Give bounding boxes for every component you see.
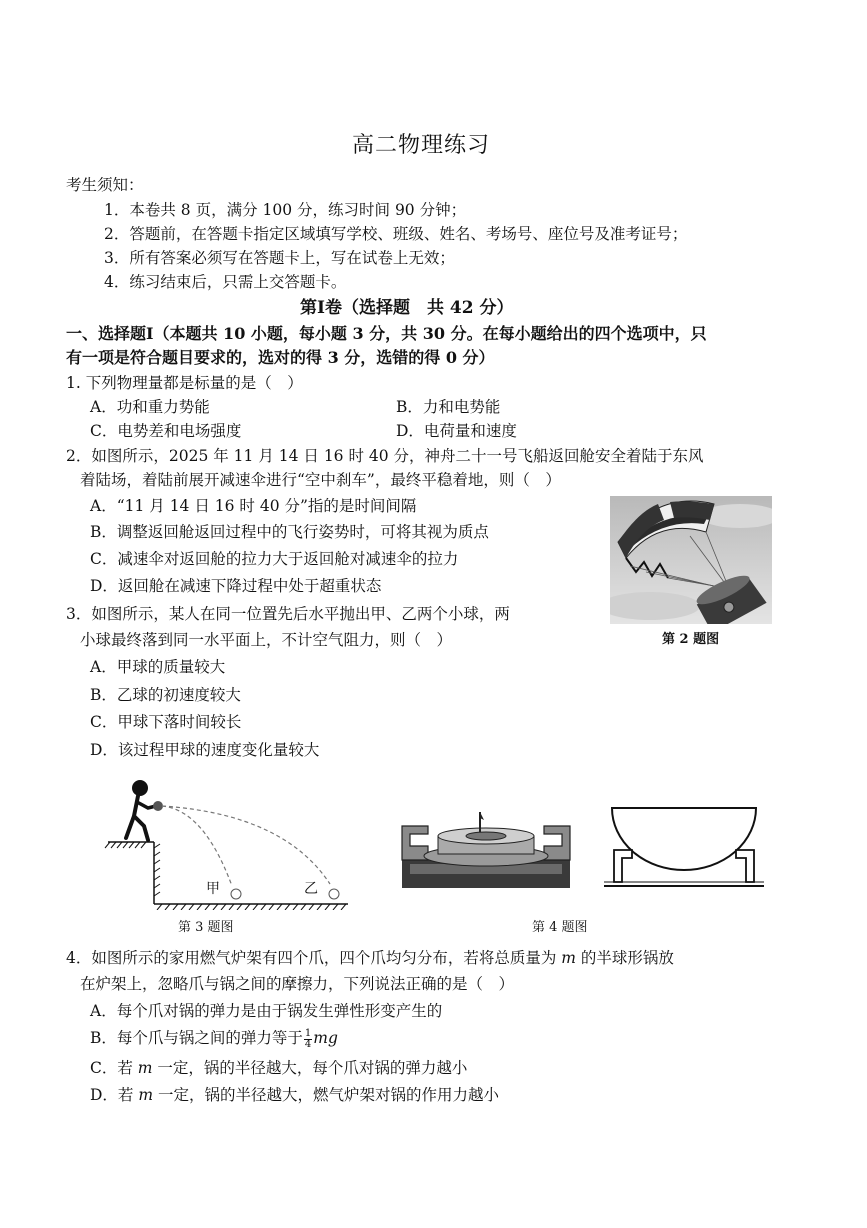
q4-option-c-var: m — [137, 1059, 153, 1077]
ball-label-yi: 乙 — [304, 881, 318, 897]
notice-item: 2．答题前，在答题卡指定区域填写学校、班级、姓名、考场号、座位号及准考证号； — [104, 225, 688, 243]
notice-item: 1．本卷共 8 页，满分 100 分，练习时间 90 分钟； — [104, 201, 467, 219]
section-header-line: 有一项是符合题目要求的，选对的得 3 分，选错的得 0 分） — [66, 348, 495, 367]
q4-option-b-var: mg — [313, 1029, 338, 1047]
q4-figure-caption: 第 4 题图 — [532, 920, 588, 935]
q4-option-c-text: 一定，锅的半径越大，每个爪对锅的弹力越小 — [152, 1059, 468, 1077]
q4-option-c — [90, 1058, 467, 1078]
q3-option-b: B．乙球的初速度较大 — [90, 686, 241, 704]
q1-option-c: C．电势差和电场强度 — [90, 422, 242, 440]
q1-option-a: A．功和重力势能 — [90, 398, 210, 416]
q4-option-c-text: C．若 — [90, 1059, 138, 1077]
q1-option-d: D．电荷量和速度 — [396, 422, 517, 440]
q3-stem-line: 小球最终落到同一水平面上，不计空气阻力，则（ ） — [80, 631, 453, 649]
q2-option-b: B．调整返回舱返回过程中的飞行姿势时，可将其视为质点 — [90, 523, 489, 541]
q4-option-b — [90, 1028, 338, 1050]
q2-stem-line: 2．如图所示，2025 年 11 月 14 日 16 时 40 分，神舟二十一号飞船返回舱安全着陆于东风 — [66, 447, 704, 465]
q2-option-c: C．减速伞对返回舱的拉力大于返回舱对减速伞的拉力 — [90, 550, 459, 568]
notice-item: 3．所有答案必须写在答题卡上，写在试卷上无效； — [104, 249, 455, 267]
q3-option-a: A．甲球的质量较大 — [90, 658, 226, 676]
q2-option-d: D．返回舱在减速下降过程中处于超重状态 — [90, 577, 382, 595]
q4-stem-text: 的半球形锅放 — [576, 949, 674, 967]
part-title: 第Ⅰ卷（选择题 共 42 分） — [300, 298, 514, 318]
q4-bowl-diagram — [602, 806, 766, 892]
q4-option-d-text: 一定，锅的半径越大，燃气炉架对锅的作用力越小 — [153, 1086, 499, 1104]
fraction — [304, 1029, 312, 1050]
q4-stem-line: 在炉架上，忽略爪与锅之间的摩擦力，下列说法正确的是（ ） — [80, 975, 515, 993]
notice-heading: 考生须知： — [66, 176, 144, 194]
q3-option-d: D．该过程甲球的速度变化量较大 — [90, 741, 320, 759]
q4-stove-diagram — [398, 806, 574, 890]
q3-stem-line: 3．如图所示，某人在同一位置先后水平抛出甲、乙两个小球，两 — [66, 605, 510, 623]
q4-stem-text: 4．如图所示的家用燃气炉架有四个爪，四个爪均匀分布，若将总质量为 — [66, 949, 562, 967]
section-header-line: 一、选择题Ⅰ（本题共 10 小题，每小题 3 分，共 30 分。在每小题给出的四个选项中，只 — [66, 324, 707, 343]
ball-label-jia: 甲 — [206, 881, 220, 897]
page-title: 高二物理练习 — [352, 133, 491, 158]
q4-option-d — [90, 1085, 499, 1105]
fraction-denominator: 4 — [304, 1038, 312, 1050]
q1-stem: 1. 下列物理量都是标量的是（ ） — [66, 374, 303, 392]
notice-item: 4．练习结束后，只需上交答题卡。 — [104, 273, 347, 291]
q3-option-c: C．甲球下落时间较长 — [90, 713, 242, 731]
q4-option-b-text: B．每个爪与锅之间的弹力等于 — [90, 1029, 303, 1047]
q4-stem-var: m — [561, 949, 576, 967]
q1-option-b: B．力和电势能 — [396, 398, 501, 416]
q2-figure-caption: 第 2 题图 — [662, 632, 720, 647]
q4-option-d-text: D．若 — [90, 1086, 139, 1104]
q3-figure-caption: 第 3 题图 — [178, 920, 234, 935]
q4-option-a: A．每个爪对锅的弹力是由于锅发生弹性形变产生的 — [90, 1002, 443, 1020]
q4-option-d-var: m — [138, 1086, 154, 1104]
q4-stem-line — [66, 948, 674, 968]
q2-parachute-photo — [610, 496, 772, 624]
q2-option-a: A．“11 月 14 日 16 时 40 分”指的是时间间隔 — [90, 497, 417, 515]
fraction-numerator: 1 — [304, 1027, 312, 1039]
q2-stem-line: 着陆场，着陆前展开减速伞进行“空中刹车”，最终平稳着地，则（ ） — [80, 471, 561, 489]
